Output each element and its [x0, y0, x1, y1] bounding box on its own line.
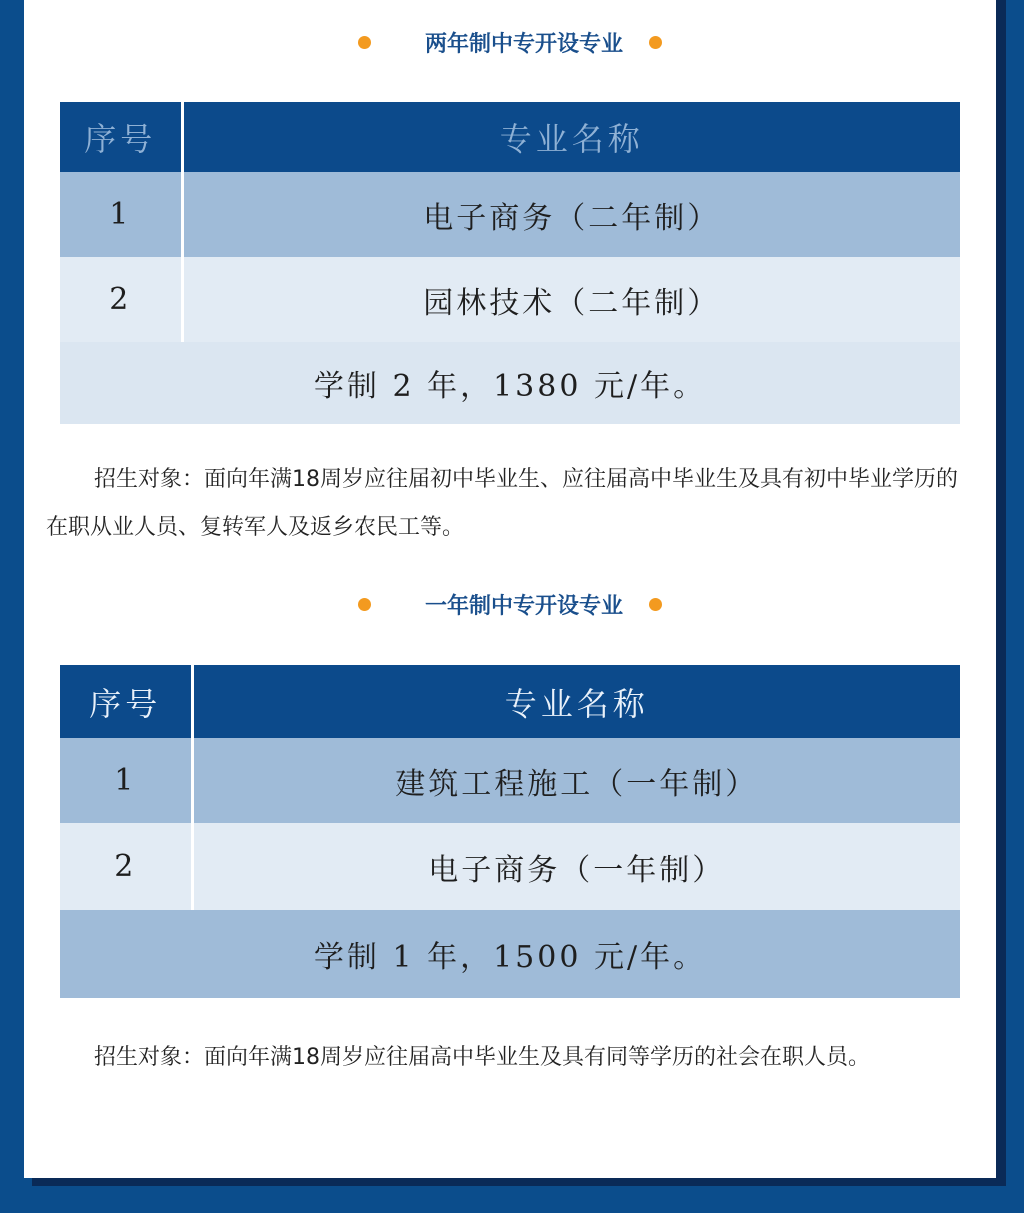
table-note-row	[60, 910, 960, 998]
table-row	[60, 172, 960, 257]
bullet-dot-icon	[649, 598, 662, 611]
section-heading: 两年制中专开设专业	[424, 31, 623, 57]
row-major-name: 电子商务（二年制）	[182, 172, 960, 257]
header-major-name: 专业名称	[192, 665, 960, 738]
row-number: 2	[60, 823, 192, 910]
header-number: 序号	[60, 665, 192, 738]
bullet-dot-icon	[649, 36, 662, 49]
row-number: 1	[60, 172, 182, 257]
bullet-dot-icon	[358, 598, 371, 611]
row-major-name: 园林技术（二年制）	[182, 257, 960, 342]
table-note-row	[60, 342, 960, 424]
section-heading: 一年制中专开设专业	[424, 593, 623, 619]
table-row	[60, 823, 960, 910]
tuition-note: 学制 1 年，1500 元/年。	[60, 910, 960, 998]
table-row	[60, 257, 960, 342]
row-major-name: 电子商务（一年制）	[192, 823, 960, 910]
major-table-one-year	[60, 665, 960, 998]
major-table-two-year	[60, 102, 960, 424]
table-header-row	[60, 665, 960, 738]
row-major-name: 建筑工程施工（一年制）	[192, 738, 960, 823]
header-number: 序号	[60, 102, 182, 172]
row-number: 1	[60, 738, 192, 823]
enrollment-text: 招生对象：面向年满18周岁应往届高中毕业生及具有同等学历的社会在职人员。	[94, 1045, 870, 1070]
content-card	[24, 0, 996, 1178]
section-title-two-year	[24, 22, 996, 62]
row-number: 2	[60, 257, 182, 342]
header-major-name: 专业名称	[182, 102, 960, 172]
table-header-row	[60, 102, 960, 172]
bullet-dot-icon	[358, 36, 371, 49]
enrollment-text: 招生对象：面向年满18周岁应往届初中毕业生、应往届高中毕业生及具有初中毕业学历的在职从业人员、复转军人及返乡农民工等。	[46, 467, 958, 540]
section-title-one-year	[24, 584, 996, 624]
table-row	[60, 738, 960, 823]
tuition-note: 学制 2 年，1380 元/年。	[60, 342, 960, 424]
